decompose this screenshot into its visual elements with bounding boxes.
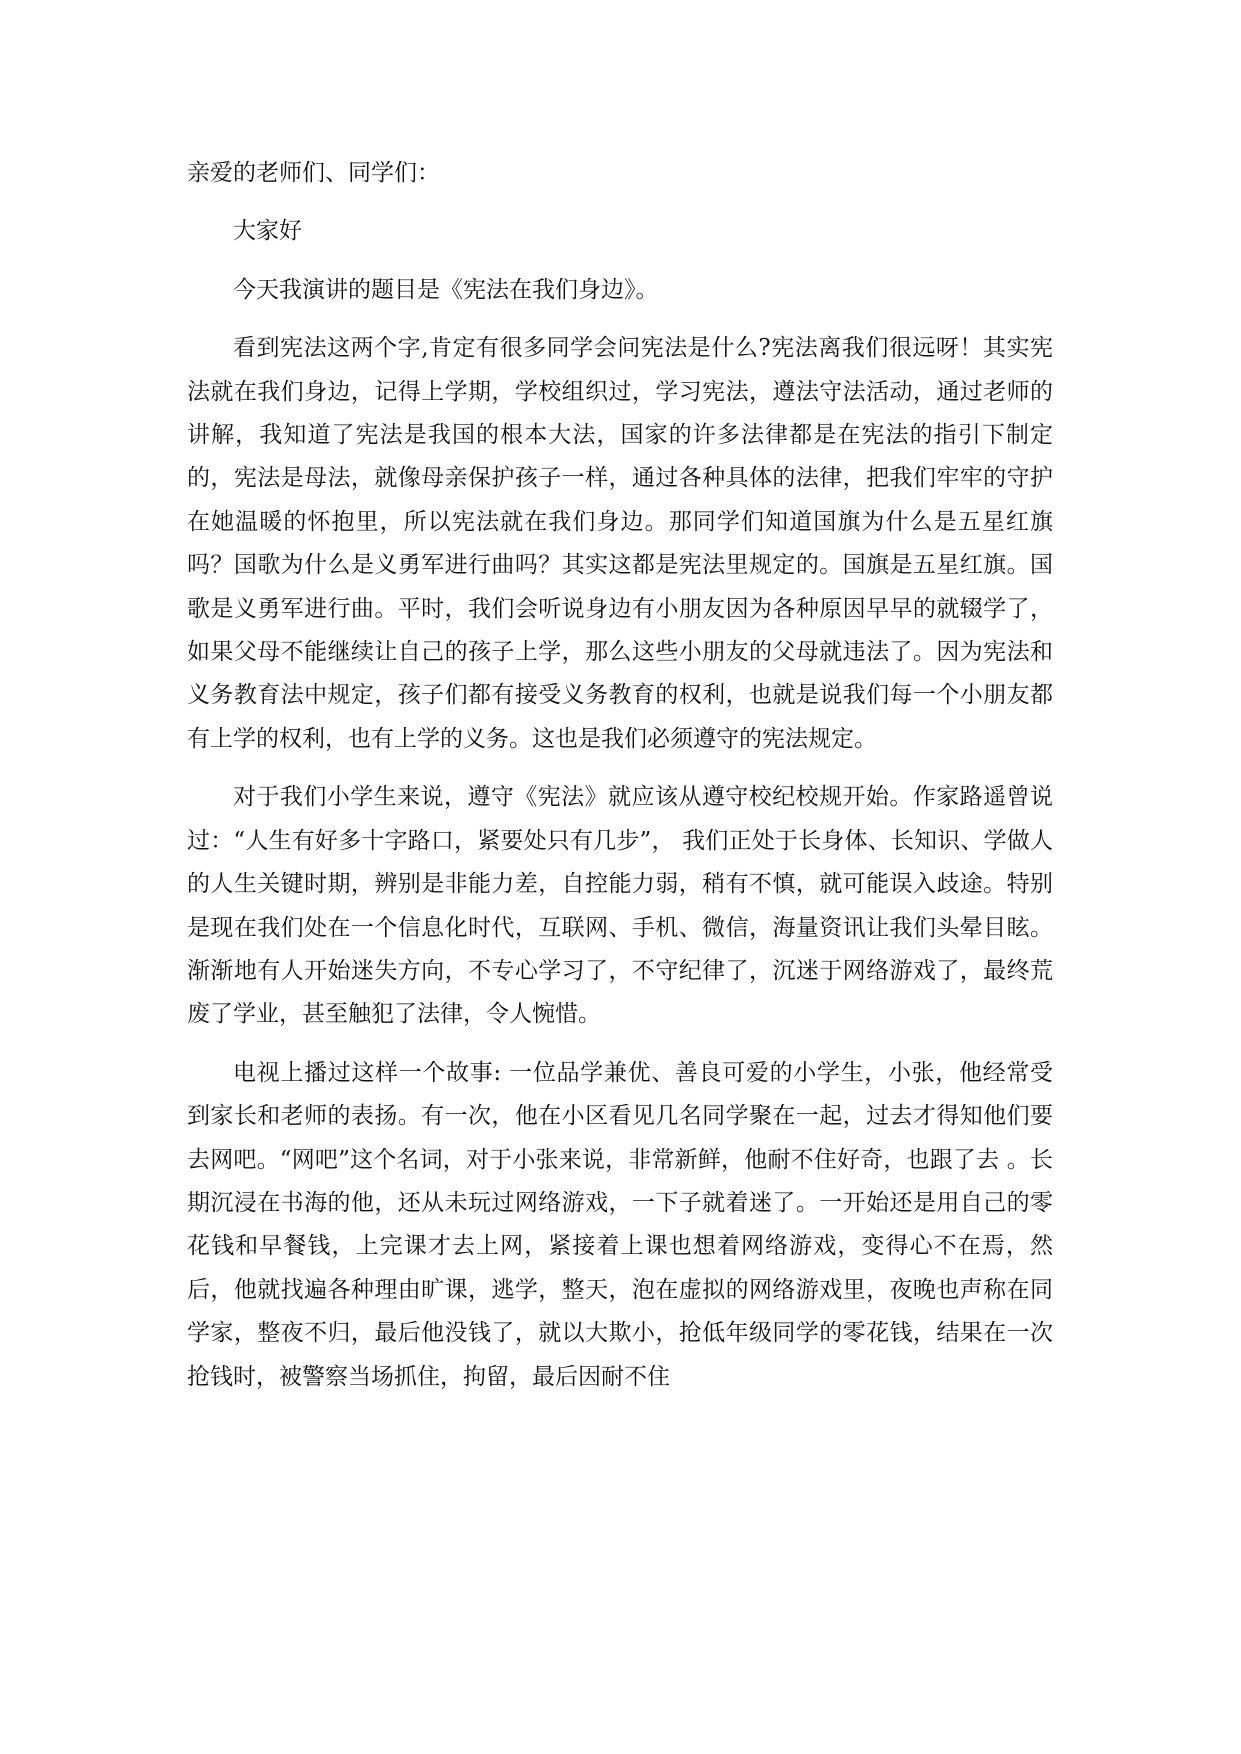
paragraph-constitution-intro: 看到宪法这两个字,肯定有很多同学会问宪法是什么?宪法离我们很远呀！其实宪法就在我们身边，记得上学期，学校组织过，学习宪法，遵法守法活动，通过老师的讲解，我知道了宪法是我国的根本大法，国家的许多法律都是在宪法的指引下制定的，宪法是母法，就像母亲保护孩子一样，通过各种具体的法律，把我们牢牢的守护在她温暖的怀抱里，所以宪法就在我们身边。那同学们知道国旗为什么是五星红旗吗？国歌为什么是义勇军进行曲吗？其实这都是宪法里规定的。国旗是五星红旗。国歌是义勇军进行曲。平时，我们会听说身边有小朋友因为各种原因早早的就辍学了，如果父母不能继续让自己的孩子上学，那么这些小朋友的父母就违法了。因为宪法和义务教育法中规定，孩子们都有接受义务教育的权利，也就是说我们每一个小朋友都有上学的权利，也有上学的义务。这也是我们必须遵守的宪法规定。 <box>187 335 1053 752</box>
salutation-line: 亲爱的老师们、同学们： <box>187 160 440 186</box>
speech-body <box>187 152 1053 1399</box>
paragraph-topic: 今天我演讲的题目是《宪法在我们身边》。 <box>233 276 659 303</box>
greeting-line: 大家好 <box>233 218 302 245</box>
paragraph-story: 电视上播过这样一个故事: 一位品学兼优、善良可爱的小学生，小张，他经常受到家长和老师的表扬。有一次，他在小区看见几名同学聚在一起，过去才得知他们要去网吧。“网吧”这个名词，对于小张来说，非常新鲜，他耐不住好奇，也跟了去 。长期沉浸在书海的他，还从未玩过网络游戏，一下子就着迷了。一开始还是用自己的零花钱和早餐钱，上完课才去上网，紧接着上课也想着网络游戏，变得心不在焉，然后，他就找遍各种理由旷课，逃学，整天，泡在虚拟的网络游戏里，夜晚也声称在同学家，整夜不归，最后他没钱了，就以大欺小，抢低年级同学的零花钱，结果在一次抢钱时，被警察当场抓住，拘留，最后因耐不住 <box>187 1059 1053 1390</box>
paragraph-school-rules: 对于我们小学生来说，遵守《宪法》就应该从遵守校纪校规开始。作家路遥曾说过：“人生有好多十字路口，紧要处只有几步”， 我们正处于长身体、长知识、学做人的人生关键时期，辨别是非能力差，自控能力弱，稍有不慎，就可能误入歧途。特别是现在我们处在一个信息化时代，互联网、手机、微信，海量资讯让我们头晕目眩。渐渐地有人开始迷失方向，不专心学习了，不守纪律了，沉迷于网络游戏了，最终荒废了学业，甚至触犯了法律，令人惋惜。 <box>187 784 1053 1028</box>
